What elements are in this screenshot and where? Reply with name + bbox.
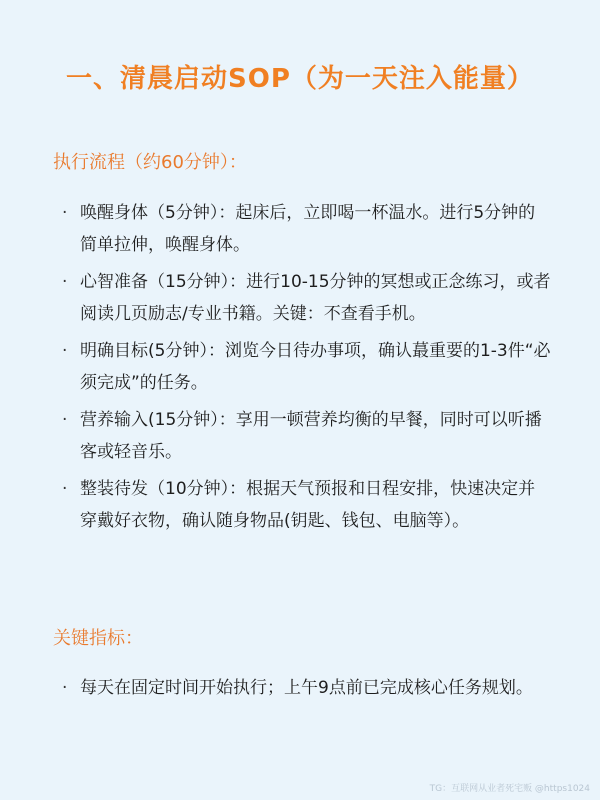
metrics-heading: 关键指标： xyxy=(53,628,143,649)
list-item-text: 每天在固定时间开始执行；上午9点前已完成核心任务规划。 xyxy=(80,678,533,698)
bullet-dot-icon: · xyxy=(62,678,68,698)
list-item-text: 心智准备（15分钟）：进行10-15分钟的冥想或正念练习，或者阅读几页励志/专业书籍。关键：不查看手机。 xyxy=(80,272,551,324)
bullet-dot-icon: · xyxy=(62,479,68,499)
process-list xyxy=(62,197,552,542)
list-item-text: 明确目标(5分钟）：浏览今日待办事项，确认蕞重要的1-3件“必须完成”的任务。 xyxy=(80,341,551,393)
list-item xyxy=(62,197,552,261)
list-item xyxy=(62,672,552,704)
list-item-text: 唤醒身体（5分钟）：起床后，立即喝一杯温水。进行5分钟的简单拉伸，唤醒身体。 xyxy=(80,203,536,255)
process-heading: 执行流程（约60分钟）： xyxy=(53,152,247,173)
list-item xyxy=(62,266,552,330)
list-item-text: 营养输入(15分钟）：享用一顿营养均衡的早餐，同时可以听播客或轻音乐。 xyxy=(80,410,542,462)
bullet-dot-icon: · xyxy=(62,341,68,361)
page-title: 一、清晨启动SOP（为一天注入能量） xyxy=(66,64,534,94)
bullet-dot-icon: · xyxy=(62,203,68,223)
watermark-text: TG：互联网从业者死宅贩 @https1024 xyxy=(429,784,590,794)
bullet-dot-icon: · xyxy=(62,410,68,430)
list-item xyxy=(62,473,552,537)
list-item-text: 整装待发（10分钟）：根据天气预报和日程安排，快速决定并穿戴好衣物，确认随身物品(钥匙、钱包、电脑等）。 xyxy=(80,479,536,531)
bullet-dot-icon: · xyxy=(62,272,68,292)
metrics-list xyxy=(62,672,552,709)
list-item xyxy=(62,335,552,399)
list-item xyxy=(62,404,552,468)
